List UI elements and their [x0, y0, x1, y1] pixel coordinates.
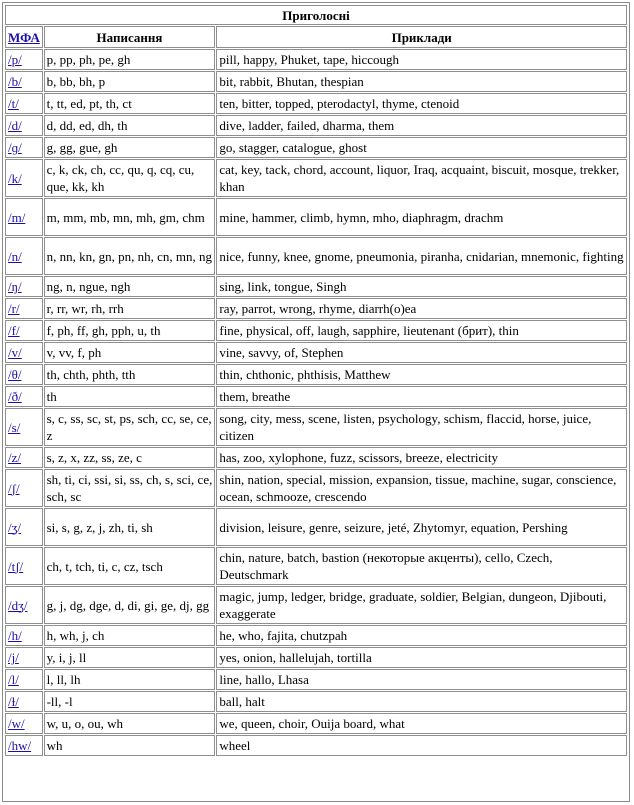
ipa-link[interactable]: /r/	[8, 301, 20, 316]
consonants-table	[4, 4, 628, 757]
ipa-link[interactable]: /t/	[8, 96, 19, 111]
ipa-cell	[5, 115, 43, 136]
table-row	[5, 342, 627, 363]
ipa-cell	[5, 647, 43, 668]
ipa-cell	[5, 408, 43, 446]
ipa-link[interactable]: /tʃ/	[8, 558, 24, 574]
examples-cell: song, city, mess, scene, listen, psychology, schism, flaccid, horse, juice, citizen	[216, 408, 627, 446]
table-row	[5, 408, 627, 446]
ipa-cell	[5, 71, 43, 92]
spelling-cell: th, chth, phth, tth	[44, 364, 216, 385]
spelling-cell: p, pp, ph, pe, gh	[44, 49, 216, 70]
ipa-link[interactable]: /ð/	[8, 389, 22, 404]
ipa-cell	[5, 276, 43, 297]
spelling-cell: d, dd, ed, dh, th	[44, 115, 216, 136]
table-row	[5, 276, 627, 297]
ipa-cell	[5, 159, 43, 197]
table-row	[5, 669, 627, 690]
ipa-link[interactable]: /f/	[8, 323, 20, 338]
examples-cell: go, stagger, catalogue, ghost	[216, 137, 627, 158]
examples-cell: we, queen, choir, Ouija board, what	[216, 713, 627, 734]
spelling-cell: f, ph, ff, gh, pph, u, th	[44, 320, 216, 341]
table-body	[5, 49, 627, 756]
table-row	[5, 735, 627, 756]
header-ipa[interactable]	[5, 26, 43, 48]
ipa-link[interactable]: /d/	[8, 118, 22, 133]
examples-cell: division, leisure, genre, seizure, jeté, Zhytomyr, equation, Pershing	[216, 508, 627, 546]
ipa-link[interactable]: /ʒ/	[8, 519, 21, 535]
header-spelling: Написання	[44, 26, 216, 48]
spelling-cell: w, u, o, ou, wh	[44, 713, 216, 734]
spelling-cell: wh	[44, 735, 216, 756]
table-row	[5, 137, 627, 158]
examples-cell: has, zoo, xylophone, fuzz, scissors, breeze, electricity	[216, 447, 627, 468]
spelling-cell: ch, t, tch, ti, c, cz, tsch	[44, 547, 216, 585]
ipa-link[interactable]: /ʃ/	[8, 480, 20, 496]
examples-cell: fine, physical, off, laugh, sapphire, lieutenant (брит), thin	[216, 320, 627, 341]
table-row	[5, 159, 627, 197]
ipa-link[interactable]: /b/	[8, 74, 22, 89]
table-row	[5, 713, 627, 734]
examples-cell: cat, key, tack, chord, account, liquor, Iraq, acquaint, biscuit, mosque, trekker, khan	[216, 159, 627, 197]
examples-cell: chin, nature, batch, bastion (некоторые акценты), cello, Czech, Deutschmark	[216, 547, 627, 585]
table-row	[5, 625, 627, 646]
spelling-cell: th	[44, 386, 216, 407]
header-ipa-link[interactable]: МФА	[8, 29, 40, 45]
spelling-cell: l, ll, lh	[44, 669, 216, 690]
table-row	[5, 469, 627, 507]
ipa-cell	[5, 320, 43, 341]
ipa-link[interactable]: /ɡ/	[8, 140, 22, 155]
spelling-cell: s, z, x, zz, ss, ze, c	[44, 447, 216, 468]
ipa-link[interactable]: /s/	[8, 419, 21, 435]
examples-cell: dive, ladder, failed, dharma, them	[216, 115, 627, 136]
ipa-link[interactable]: /n/	[8, 248, 22, 264]
ipa-cell	[5, 386, 43, 407]
examples-cell: nice, funny, knee, gnome, pneumonia, piranha, cnidarian, mnemonic, fighting	[216, 237, 627, 275]
table-row	[5, 691, 627, 712]
spelling-cell: t, tt, ed, pt, th, ct	[44, 93, 216, 114]
ipa-cell	[5, 691, 43, 712]
spelling-cell: g, gg, gue, gh	[44, 137, 216, 158]
table-row	[5, 71, 627, 92]
ipa-cell	[5, 469, 43, 507]
examples-cell: magic, jump, ledger, bridge, graduate, soldier, Belgian, dungeon, Djibouti, exaggerate	[216, 586, 627, 624]
ipa-cell	[5, 625, 43, 646]
ipa-cell	[5, 735, 43, 756]
table-row	[5, 198, 627, 236]
ipa-cell	[5, 447, 43, 468]
ipa-cell	[5, 508, 43, 546]
spelling-cell: h, wh, j, ch	[44, 625, 216, 646]
ipa-link[interactable]: /z/	[8, 450, 21, 465]
ipa-cell	[5, 298, 43, 319]
ipa-cell	[5, 49, 43, 70]
ipa-cell	[5, 586, 43, 624]
table-row	[5, 647, 627, 668]
examples-cell: shin, nation, special, mission, expansion, tissue, machine, sugar, conscience, ocean, schmooze, crescendo	[216, 469, 627, 507]
examples-cell: vine, savvy, of, Stephen	[216, 342, 627, 363]
examples-cell: sing, link, tongue, Singh	[216, 276, 627, 297]
table-row	[5, 237, 627, 275]
examples-cell: ray, parrot, wrong, rhyme, diarrh(o)ea	[216, 298, 627, 319]
table-row	[5, 508, 627, 546]
ipa-cell	[5, 364, 43, 385]
ipa-cell	[5, 137, 43, 158]
spelling-cell: y, i, j, ll	[44, 647, 216, 668]
table-row	[5, 547, 627, 585]
ipa-link[interactable]: /hw/	[8, 738, 32, 753]
ipa-cell	[5, 713, 43, 734]
spelling-cell: b, bb, bh, p	[44, 71, 216, 92]
table-row	[5, 320, 627, 341]
ipa-link[interactable]: /j/	[8, 650, 19, 665]
examples-cell: wheel	[216, 735, 627, 756]
spelling-cell: m, mm, mb, mn, mh, gm, chm	[44, 198, 216, 236]
spelling-cell: v, vv, f, ph	[44, 342, 216, 363]
table-row	[5, 93, 627, 114]
examples-cell: thin, chthonic, phthisis, Matthew	[216, 364, 627, 385]
ipa-cell	[5, 342, 43, 363]
examples-cell: ten, bitter, topped, pterodactyl, thyme, ctenoid	[216, 93, 627, 114]
ipa-cell	[5, 669, 43, 690]
table-frame	[2, 2, 630, 802]
examples-cell: ball, halt	[216, 691, 627, 712]
ipa-link[interactable]: /k/	[8, 170, 22, 186]
table-row	[5, 586, 627, 624]
ipa-link[interactable]: /ŋ/	[8, 279, 22, 294]
examples-cell: pill, happy, Phuket, tape, hiccough	[216, 49, 627, 70]
ipa-link[interactable]: /m/	[8, 209, 26, 225]
table-row	[5, 49, 627, 70]
table-row	[5, 447, 627, 468]
spelling-cell: s, c, ss, sc, st, ps, sch, cc, se, ce, z	[44, 408, 216, 446]
table-title-row	[5, 5, 627, 25]
spelling-cell: g, j, dg, dge, d, di, gi, ge, dj, gg	[44, 586, 216, 624]
table-row	[5, 364, 627, 385]
table-title: Приголосні	[5, 5, 627, 25]
ipa-link[interactable]: /ɫ/	[8, 694, 19, 709]
spelling-cell: r, rr, wr, rh, rrh	[44, 298, 216, 319]
header-examples: Приклади	[216, 26, 627, 48]
ipa-link[interactable]: /h/	[8, 628, 22, 643]
ipa-cell	[5, 547, 43, 585]
header-row	[5, 26, 627, 48]
ipa-link[interactable]: /p/	[8, 52, 22, 67]
spelling-cell: -ll, -l	[44, 691, 216, 712]
table-row	[5, 386, 627, 407]
ipa-cell	[5, 93, 43, 114]
ipa-link[interactable]: /l/	[8, 672, 19, 687]
ipa-link[interactable]: /dʒ/	[8, 597, 28, 613]
spelling-cell: si, s, g, z, j, zh, ti, sh	[44, 508, 216, 546]
spelling-cell: c, k, ck, ch, cc, qu, q, cq, cu, que, kk, kh	[44, 159, 216, 197]
examples-cell: he, who, fajita, chutzpah	[216, 625, 627, 646]
table-row	[5, 298, 627, 319]
examples-cell: them, breathe	[216, 386, 627, 407]
ipa-link[interactable]: /θ/	[8, 367, 22, 382]
examples-cell: line, hallo, Lhasa	[216, 669, 627, 690]
ipa-cell	[5, 198, 43, 236]
spelling-cell: sh, ti, ci, ssi, si, ss, ch, s, sci, ce, sch, sc	[44, 469, 216, 507]
spelling-cell: n, nn, kn, gn, pn, nh, cn, mn, ng	[44, 237, 216, 275]
table-row	[5, 115, 627, 136]
ipa-link[interactable]: /w/	[8, 716, 25, 731]
ipa-cell	[5, 237, 43, 275]
examples-cell: yes, onion, hallelujah, tortilla	[216, 647, 627, 668]
examples-cell: mine, hammer, climb, hymn, mho, diaphragm, drachm	[216, 198, 627, 236]
examples-cell: bit, rabbit, Bhutan, thespian	[216, 71, 627, 92]
ipa-link[interactable]: /v/	[8, 345, 22, 360]
spelling-cell: ng, n, ngue, ngh	[44, 276, 216, 297]
